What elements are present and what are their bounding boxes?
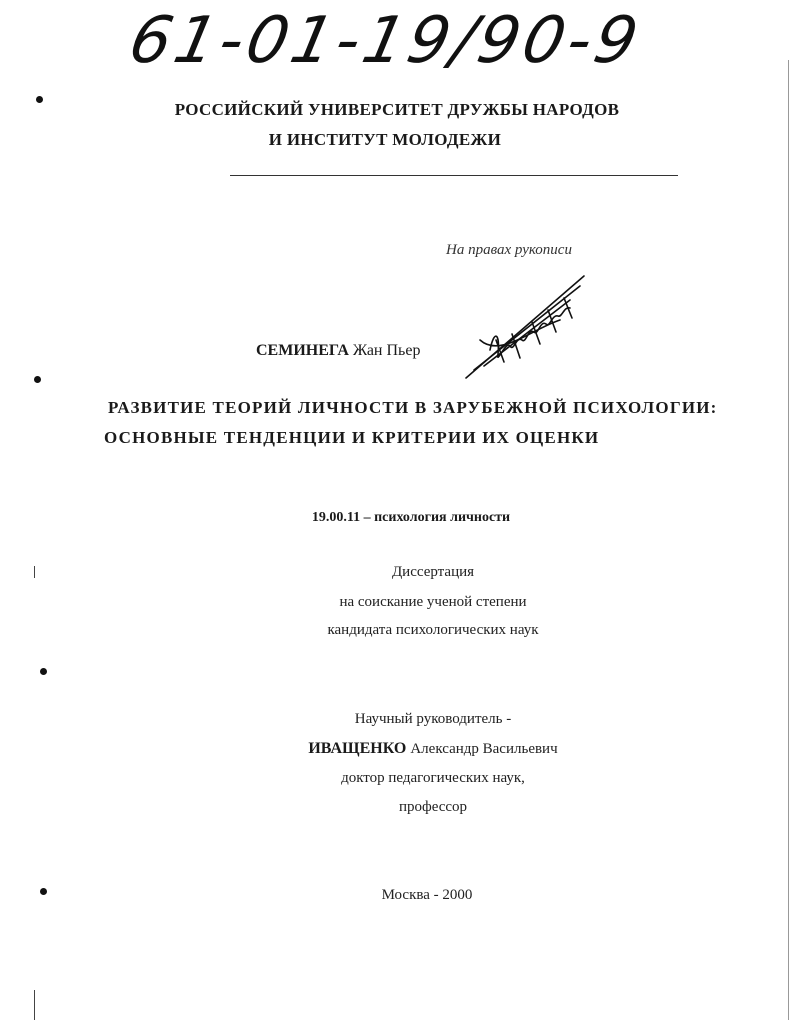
header-rule (230, 175, 678, 176)
dissertation-field-line: кандидата психологических наук (327, 622, 539, 638)
signature-stroke (490, 308, 570, 357)
institute-name: И ИНСТИТУТ МОЛОДЕЖИ (268, 130, 502, 149)
author-given-names: Жан Пьер (352, 342, 421, 359)
university-name: РОССИЙСКИЙ УНИВЕРСИТЕТ ДРУЖБЫ НАРОДОВ (174, 100, 620, 119)
supervisor-surname: ИВАЩЕНКО (308, 740, 407, 757)
margin-dot (40, 668, 47, 675)
dissertation-label: Диссертация (391, 564, 475, 580)
supervisor-rank: профессор (398, 799, 468, 815)
page-edge-line (788, 60, 789, 1020)
dissertation-title-line-1: РАЗВИТИЕ ТЕОРИЙ ЛИЧНОСТИ В ЗАРУБЕЖНОЙ ПСИХОЛОГИИ: (108, 398, 718, 417)
signature (460, 270, 590, 385)
archive-number: 61-01-19/90-9 (122, 4, 648, 78)
supervisor-name (36, 740, 794, 758)
margin-mark (34, 566, 35, 578)
copyright-note: На правах рукописи (446, 242, 572, 258)
supervisor-degree: доктор педагогических наук, (341, 770, 525, 786)
author-surname: СЕМИНЕГА (256, 342, 349, 359)
dissertation-degree-line: на соискание ученой степени (339, 594, 527, 610)
margin-dot (34, 376, 41, 383)
dissertation-title-line-2: ОСНОВНЫЕ ТЕНДЕНЦИИ И КРИТЕРИИ ИХ ОЦЕНКИ (104, 428, 600, 447)
signature-stroke (484, 300, 570, 366)
supervisor-role: Научный руководитель - (354, 711, 512, 727)
specialty-code: 19.00.11 – психология личности (311, 510, 511, 525)
supervisor-given-names: Александр Васильевич (410, 741, 558, 757)
place-year: Москва - 2000 (381, 887, 473, 903)
author-line (256, 342, 420, 360)
margin-mark (34, 990, 35, 1020)
